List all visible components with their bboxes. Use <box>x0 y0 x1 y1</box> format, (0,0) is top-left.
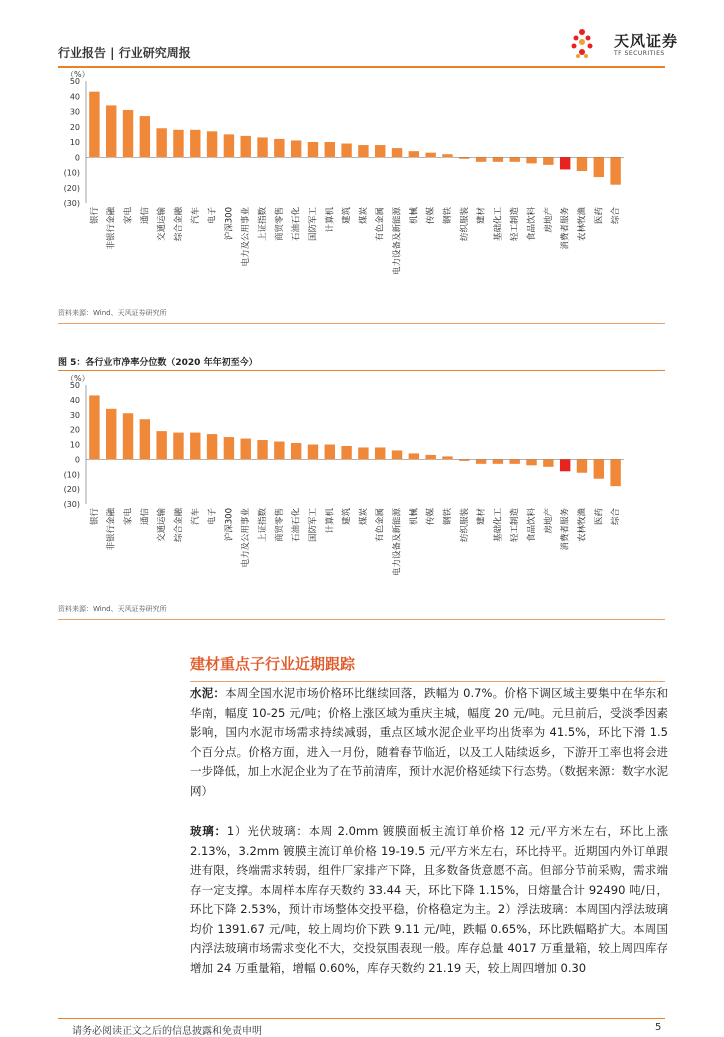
glass-paragraph <box>190 822 668 978</box>
figure-4-source: 资料来源：Wind、天风证券研究所 <box>58 309 167 317</box>
category-label: 房地产 <box>543 207 554 233</box>
category-label: 建筑 <box>342 207 353 225</box>
chart-figure-5 <box>58 372 666 600</box>
category-label: 农林牧渔 <box>577 508 588 543</box>
page-number: 5 <box>655 1022 662 1033</box>
category-label: 银行 <box>89 207 100 225</box>
bar <box>224 134 234 157</box>
category-label: 电力设备及新能源 <box>392 508 403 577</box>
chart-figure-4 <box>58 68 666 306</box>
figure-5-divider <box>58 619 665 620</box>
bar <box>341 144 351 158</box>
bar <box>594 157 604 177</box>
section-divider <box>190 681 665 682</box>
category-label: 综合金融 <box>173 508 184 543</box>
category-label: 上证指数 <box>258 207 269 242</box>
category-label: 电力及公用事业 <box>241 508 252 568</box>
category-label: 纺织服装 <box>459 207 470 242</box>
bar <box>543 459 553 466</box>
category-label: 消费者服务 <box>560 207 571 250</box>
category-label: 电子 <box>207 508 218 526</box>
category-label: 石油石化 <box>291 508 302 543</box>
bar <box>560 459 570 471</box>
category-label: 轻工制造 <box>510 508 521 543</box>
bar <box>325 142 335 157</box>
bar <box>510 157 520 162</box>
y-tick-label: (10) <box>63 168 80 178</box>
category-label: 农林牧渔 <box>577 207 588 242</box>
category-label: 建筑 <box>342 508 353 526</box>
cement-label: 水泥： <box>190 686 226 700</box>
category-label: 建材 <box>476 508 487 526</box>
brand-subtitle: TF SECURITIES <box>614 50 665 57</box>
bar <box>207 131 217 157</box>
category-label: 基础化工 <box>493 207 504 242</box>
y-axis-label: （%） <box>66 374 90 383</box>
y-tick-label: (20) <box>63 183 80 193</box>
category-label: 消费者服务 <box>560 508 571 551</box>
category-label: 商贸零售 <box>274 207 285 242</box>
category-label: 有色金属 <box>375 207 386 242</box>
category-label: 食品饮料 <box>527 508 538 543</box>
category-label: 家电 <box>123 508 134 526</box>
category-label: 沪深300 <box>224 508 235 542</box>
category-label: 上证指数 <box>258 508 269 543</box>
bar <box>106 105 116 157</box>
bar <box>459 459 469 460</box>
bar <box>241 439 251 460</box>
brand-name: 天风证券 <box>614 32 679 50</box>
bar <box>156 431 166 459</box>
bar <box>425 455 435 459</box>
bar <box>543 157 553 165</box>
bar <box>594 459 604 478</box>
bar <box>308 445 318 460</box>
category-label: 医药 <box>594 207 605 225</box>
bar <box>89 92 99 158</box>
bar <box>510 459 520 463</box>
category-label: 综合 <box>611 207 622 225</box>
category-label: 银行 <box>89 508 100 526</box>
y-tick-label: 10 <box>69 138 80 147</box>
bar <box>325 445 335 460</box>
bar <box>156 128 166 157</box>
y-tick-label: (10) <box>63 470 80 480</box>
y-tick-label: 40 <box>69 92 80 102</box>
category-label: 建材 <box>476 207 487 225</box>
category-label: 综合金融 <box>173 207 184 242</box>
bar <box>123 110 133 157</box>
category-label: 传媒 <box>426 508 437 526</box>
category-label: 医药 <box>594 508 605 526</box>
bar <box>274 139 284 157</box>
category-label: 计算机 <box>325 508 336 534</box>
bar <box>610 459 620 486</box>
section-title: 建材重点子行业近期跟踪 <box>190 655 356 673</box>
bar <box>106 409 116 460</box>
figure-5-title: 图 5：各行业市净率分位数（2020 年年初至今） <box>58 358 258 368</box>
bar <box>476 459 486 463</box>
category-label: 煤炭 <box>358 207 369 225</box>
bar <box>409 453 419 459</box>
y-tick-label: 20 <box>69 425 80 435</box>
bar <box>140 419 150 459</box>
cement-paragraph <box>190 684 668 801</box>
bar <box>409 151 419 157</box>
figure-4-divider <box>58 323 665 324</box>
bar <box>224 437 234 459</box>
y-axis-label: （%） <box>66 70 90 79</box>
category-label: 机械 <box>409 207 420 225</box>
bar <box>190 433 200 460</box>
bar <box>577 459 587 472</box>
bar <box>375 447 385 459</box>
category-label: 汽车 <box>190 207 201 225</box>
category-label: 沪深300 <box>224 207 235 241</box>
bar <box>123 413 133 459</box>
figure-5-source: 资料来源：Wind、天风证券研究所 <box>58 605 167 613</box>
category-label: 商贸零售 <box>274 508 285 543</box>
bar <box>341 446 351 459</box>
category-label: 汽车 <box>190 508 201 526</box>
bar <box>459 157 469 159</box>
bar <box>610 157 620 184</box>
category-label: 非银行金融 <box>106 508 117 551</box>
bar <box>173 130 183 157</box>
bar <box>493 459 503 463</box>
category-label: 机械 <box>409 508 420 526</box>
bar <box>392 450 402 459</box>
category-label: 国防军工 <box>308 508 319 543</box>
category-label: 综合 <box>611 508 622 526</box>
bar <box>526 459 536 465</box>
bar <box>257 137 267 157</box>
y-tick-label: (30) <box>63 199 80 208</box>
category-label: 国防军工 <box>308 207 319 242</box>
bar <box>274 442 284 460</box>
bar <box>190 130 200 157</box>
category-label: 电力及公用事业 <box>241 207 252 267</box>
glass-text: 1）光伏玻璃：本周 2.0mm 镀膜面板主流订单价格 12 元/平方米左右，环比上涨 2.13%，3.2mm 镀膜主流订单价格 19-19.5 元/平方米左右，环比持平。近期国内外订单跟进有限，终端需求转弱，组件厂家排产下降，且多数备货意愿不高。但部分节前采购，需求端存一定支撑。本周样本库存天数约 33.44 天，环比下降 1.15%，日熔量合计 92490 吨/日，环比下降 2.53%，预计市场整体交投平稳，价格稳定为主。2）浮法玻璃：本周国内浮法玻璃均价 1391.67 元/吨，较上周均价下跌 9.11 元/吨，跌幅 0.65%，环比跌幅略扩大。本周国内浮法玻璃市场需求变化不大，交投氛围表现一般。库存总量 4017 万重量箱，较上周四库存增加 24 万重量箱，增幅 0.60%，库存天数约 21.19 天，较上周四增加 0.30 <box>190 824 668 975</box>
y-tick-label: 40 <box>69 395 80 405</box>
bar <box>392 148 402 157</box>
category-label: 电子 <box>207 207 218 225</box>
category-label: 交通运输 <box>157 508 168 543</box>
bar <box>291 443 301 459</box>
y-tick-label: (20) <box>63 485 80 495</box>
category-label: 非银行金融 <box>106 207 117 250</box>
y-tick-label: 30 <box>69 107 80 117</box>
y-tick-label: 20 <box>69 122 80 132</box>
footer-disclaimer: 请务必阅读正文之后的信息披露和免责申明 <box>72 1026 262 1037</box>
bar <box>308 142 318 157</box>
y-tick-label: 50 <box>69 381 80 390</box>
figure-5-title-divider <box>58 370 665 371</box>
bar <box>493 157 503 162</box>
bar <box>207 434 217 459</box>
category-label: 煤炭 <box>358 508 369 526</box>
bar <box>89 395 99 459</box>
y-tick-label: 0 <box>74 153 80 163</box>
bar <box>257 440 267 459</box>
category-label: 基础化工 <box>493 508 504 543</box>
category-label: 传媒 <box>426 207 437 225</box>
bar <box>526 157 536 163</box>
category-label: 石油石化 <box>291 207 302 242</box>
y-tick-label: 30 <box>69 410 80 420</box>
category-label: 通信 <box>140 207 151 225</box>
bar <box>358 145 368 157</box>
cement-text: 本周全国水泥市场价格环比继续回落，跌幅为 0.7%。价格下调区域主要集中在华东和华南，幅度 10-25 元/吨；价格上涨区域为重庆主城，幅度 20 元/吨。元旦前后，受淡季因素影响，国内水泥市场需求持续减弱，重点区域水泥企业平均出货率为 41.5%，环比下滑 1.5 个百分点。价格方面，进入一月份，随着春节临近，以及工人陆续返乡，下游开工率也将会进一步降低，加上水泥企业为了在节前清库，预计水泥价格延续下行态势。（数据来源：数字水泥网） <box>190 686 668 798</box>
y-tick-label: (30) <box>63 500 80 509</box>
category-label: 交通运输 <box>157 207 168 242</box>
category-label: 钢铁 <box>442 207 453 225</box>
category-label: 纺织服装 <box>459 508 470 543</box>
bar <box>425 153 435 158</box>
category-label: 家电 <box>123 207 134 225</box>
bar <box>476 157 486 162</box>
bar <box>442 154 452 157</box>
category-label: 有色金属 <box>375 508 386 543</box>
category-label: 计算机 <box>325 207 336 233</box>
bar <box>375 145 385 157</box>
bar <box>241 136 251 157</box>
category-label: 钢铁 <box>442 508 453 526</box>
y-tick-label: 0 <box>74 455 80 465</box>
category-label: 食品饮料 <box>527 207 538 242</box>
glass-label: 玻璃： <box>190 824 227 838</box>
bar <box>173 433 183 460</box>
bar <box>358 447 368 459</box>
category-label: 房地产 <box>543 508 554 534</box>
footer-divider <box>58 1018 665 1019</box>
category-label: 轻工制造 <box>510 207 521 242</box>
bar <box>560 157 570 169</box>
bar <box>442 456 452 459</box>
report-header: 行业报告 | 行业研究周报 <box>58 46 191 60</box>
bar <box>140 116 150 157</box>
bar <box>291 140 301 157</box>
y-tick-label: 10 <box>69 440 80 450</box>
y-tick-label: 50 <box>69 77 80 86</box>
bar <box>577 157 587 171</box>
category-label: 电力设备及新能源 <box>392 207 403 276</box>
category-label: 通信 <box>140 508 151 526</box>
